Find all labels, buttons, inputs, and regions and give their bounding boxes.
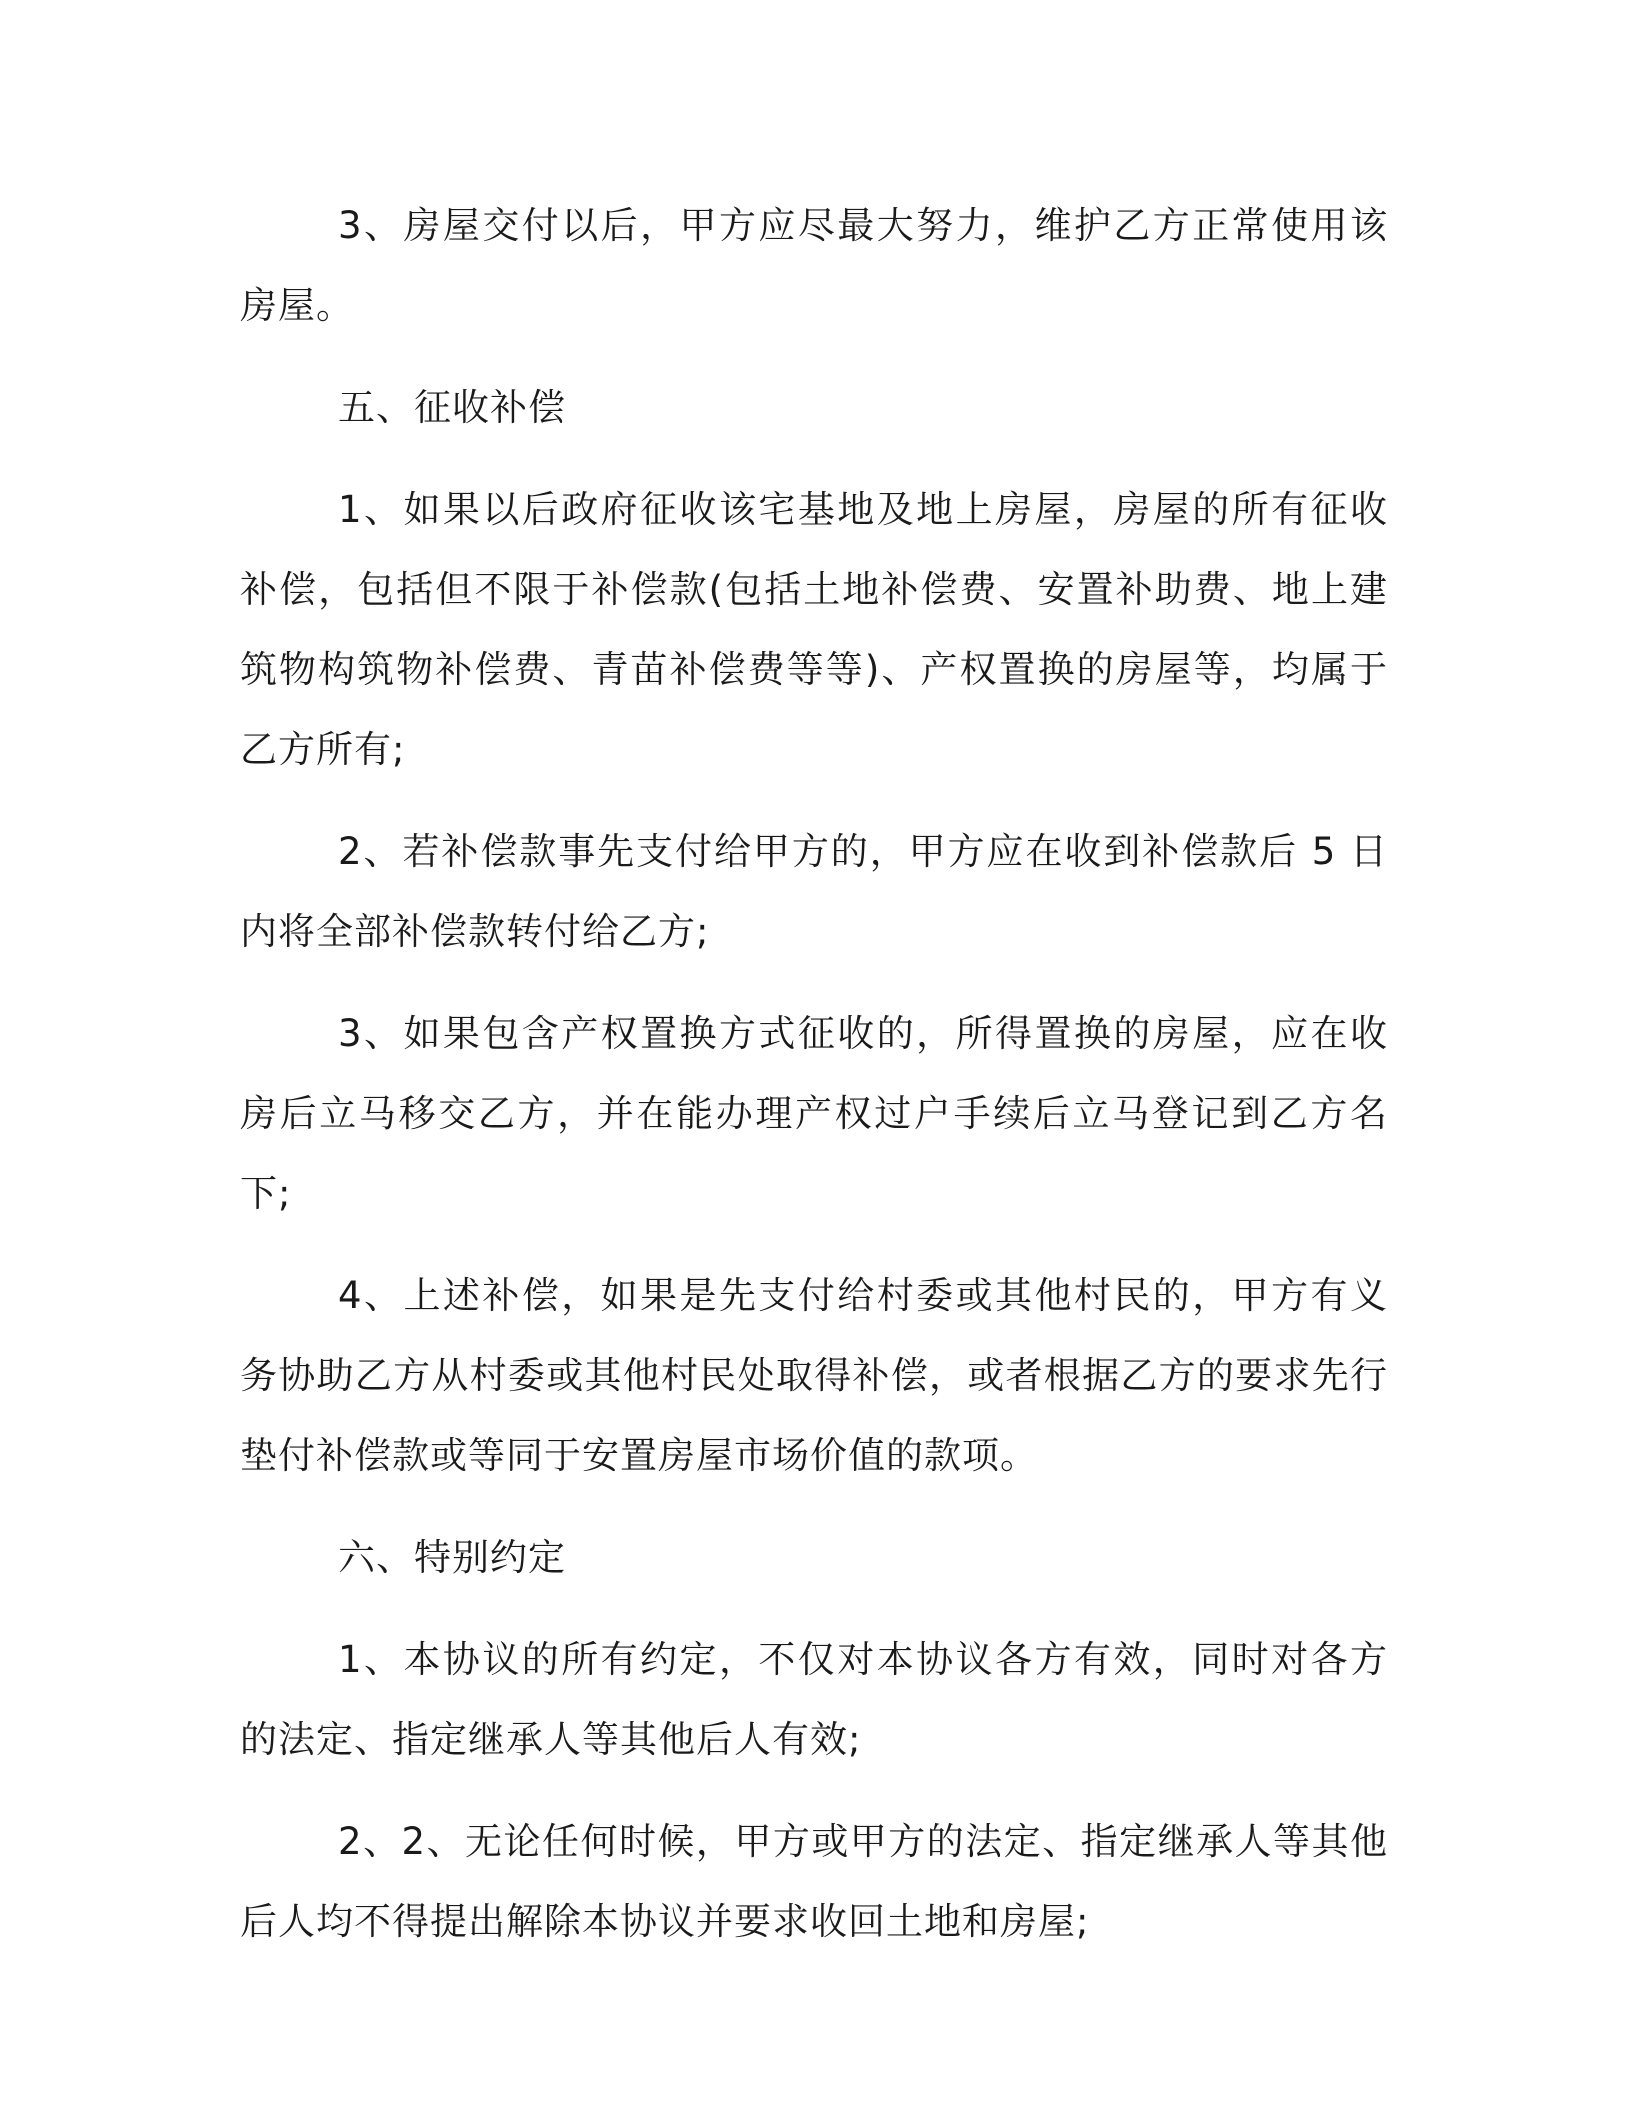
clause-5-3: 3、如果包含产权置换方式征收的，所得置换的房屋，应在收房后立马移交乙方，并在能办理产权过户手续后立马登记到乙方名下; [240,1012,1388,1215]
clause-4-3: 3、房屋交付以后，甲方应尽最大努力，维护乙方正常使用该房屋。 [240,204,1388,327]
clause-6-2: 2、2、无论任何时候，甲方或甲方的法定、指定继承人等其他后人均不得提出解除本协议并要求收回土地和房屋; [240,1820,1388,1943]
clause-6-1: 1、本协议的所有约定，不仅对本协议各方有效，同时对各方的法定、指定继承人等其他后人有效; [240,1638,1388,1761]
document-body [240,186,1388,1984]
section-heading-5: 五、征收补偿 [338,386,567,429]
clause-5-4: 4、上述补偿，如果是先支付给村委或其他村民的，甲方有义务协助乙方从村委或其他村民处取得补偿，或者根据乙方的要求先行垫付补偿款或等同于安置房屋市场价值的款项。 [240,1274,1388,1477]
clause-5-2: 2、若补偿款事先支付给甲方的，甲方应在收到补偿款后 5 日内将全部补偿款转付给乙方; [240,830,1388,953]
clause-5-1: 1、如果以后政府征收该宅基地及地上房屋，房屋的所有征收补偿，包括但不限于补偿款(包括土地补偿费、安置补助费、地上建筑物构筑物补偿费、青苗补偿费等等)、产权置换的房屋等，均属于乙方所有; [240,488,1388,771]
section-heading-6: 六、特别约定 [338,1536,567,1579]
